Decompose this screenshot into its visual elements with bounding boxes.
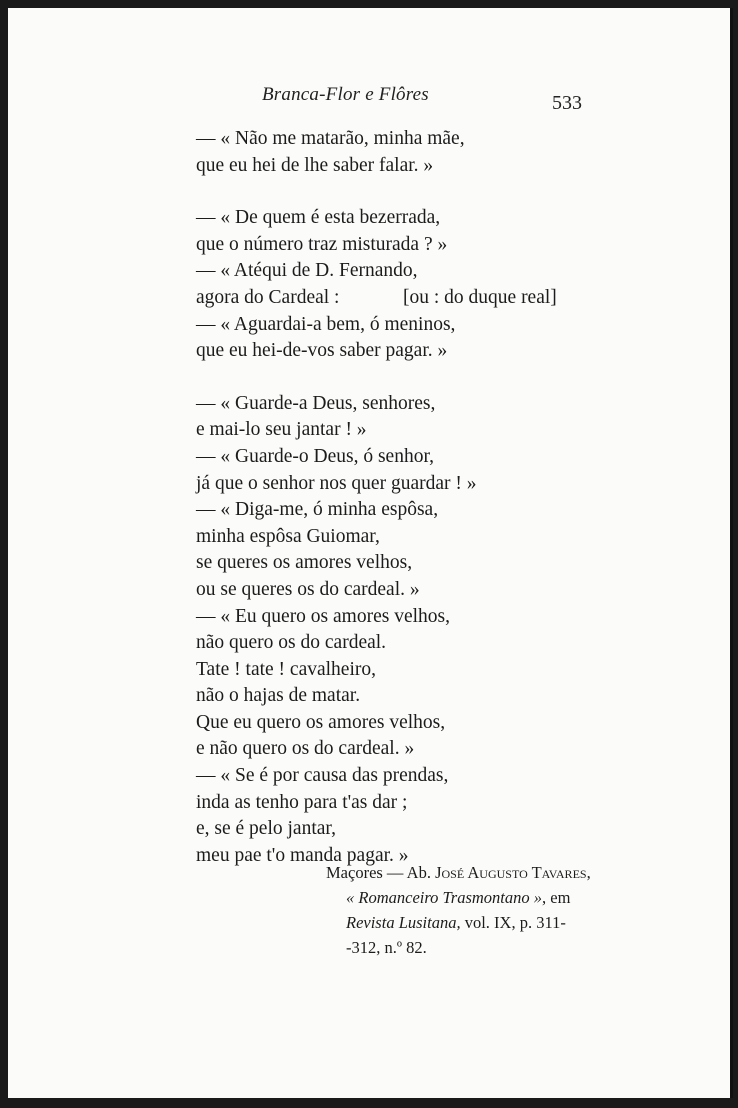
- poem-line: já que o senhor nos quer guardar ! »: [196, 472, 477, 494]
- poem-line: que eu hei de lhe saber falar. »: [196, 154, 434, 176]
- poem-line: — « Atéqui de D. Fernando,: [196, 260, 418, 282]
- poem-line: e não quero os do cardeal. »: [196, 738, 415, 760]
- variant-note: [ou : do duque real]: [403, 286, 557, 308]
- citation-line: -312, n.º 82.: [346, 938, 427, 957]
- poem-line: — « Não me matarão, minha mãe,: [196, 128, 465, 149]
- poem-line-with-variant: [196, 285, 616, 312]
- poem-line: e, se é pelo jantar,: [196, 818, 336, 840]
- poem-line: — « Guarde-o Deus, ó senhor,: [196, 445, 435, 467]
- poem-line: — « Aguardai-a bem, ó meninos,: [196, 313, 456, 335]
- poem-line: não quero os do cardeal.: [196, 632, 387, 654]
- poem-line: inda as tenho para t'as dar ;: [196, 791, 408, 813]
- citation-volume: vol. IX, p. 311-: [464, 913, 566, 932]
- citation-place: Maçores — Ab.: [326, 863, 431, 882]
- source-citation: [326, 860, 596, 960]
- citation-line: [326, 910, 596, 935]
- poem-line-text: agora do Cardeal :: [196, 286, 340, 308]
- poem-line: — « Guarde-a Deus, senhores,: [196, 392, 436, 414]
- poem-line: se queres os amores velhos,: [196, 552, 413, 574]
- citation-author: José Augusto Tavares,: [435, 863, 591, 882]
- poem-line: — « De quem é esta bezerrada,: [196, 207, 441, 229]
- poem-line: — « Eu quero os amores velhos,: [196, 605, 450, 627]
- poem-line: meu pae t'o manda pagar. »: [196, 844, 409, 866]
- page-number: 533: [552, 92, 582, 114]
- poem-line: ou se queres os do cardeal. »: [196, 578, 420, 600]
- poem-line: Tate ! tate ! cavalheiro,: [196, 658, 376, 680]
- poem-line: — « Se é por causa das prendas,: [196, 765, 449, 787]
- poem-line: e mai-lo seu jantar ! »: [196, 419, 367, 441]
- running-title: Branca-Flor e Flôres: [262, 84, 429, 105]
- poem-line: que o número traz misturada ? »: [196, 233, 448, 255]
- citation-line: [326, 860, 596, 885]
- citation-line: [326, 885, 596, 910]
- citation-after-work: , em: [542, 888, 571, 907]
- page: [8, 8, 733, 1098]
- citation-journal: Revista Lusitana,: [346, 913, 461, 932]
- poem-line: que eu hei-de-vos saber pagar. »: [196, 340, 448, 362]
- poem-line: não o hajas de matar.: [196, 685, 361, 707]
- poem-line: — « Diga-me, ó minha espôsa,: [196, 499, 439, 521]
- poem-line: minha espôsa Guiomar,: [196, 525, 380, 547]
- poem-line: Que eu quero os amores velhos,: [196, 711, 446, 733]
- poem-text: [196, 126, 616, 869]
- citation-work: « Romanceiro Trasmontano »: [346, 888, 543, 907]
